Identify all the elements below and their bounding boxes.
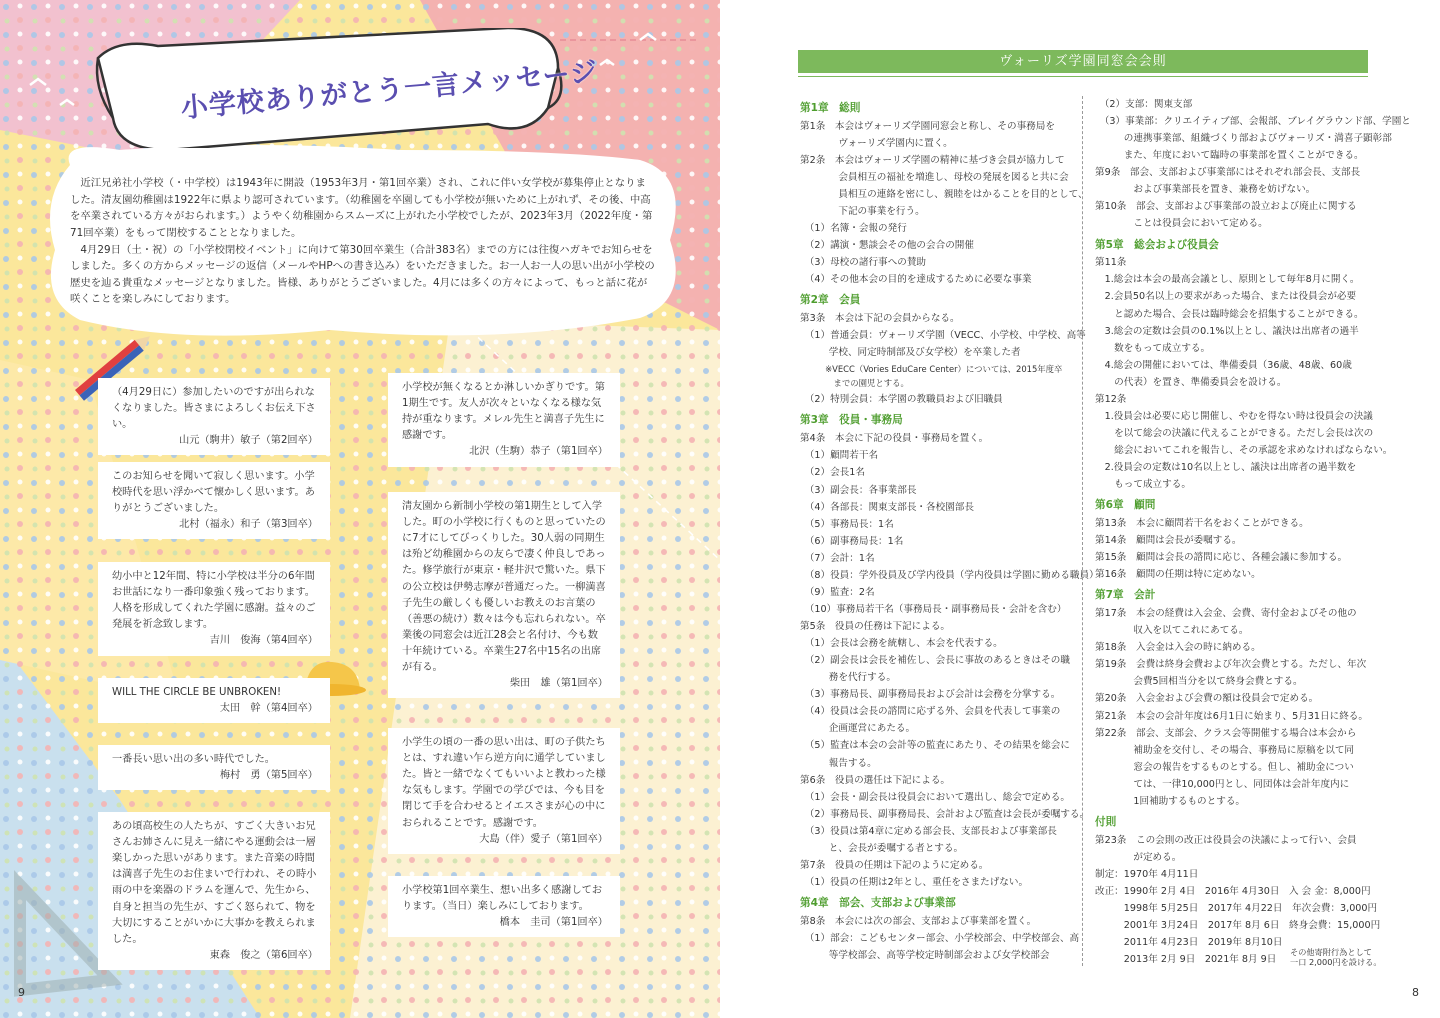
column-divider xyxy=(1082,96,1083,966)
message-text: 小学校第1回卒業生、想い出多く感謝しております。（当日）楽しみにしております。 xyxy=(402,885,603,913)
message-text: （4月29日に）参加したいのですが出られなくなりました。皆さまによろしくお伝え下さい。 xyxy=(112,387,316,431)
rule-line: 4.総会の開催においては、準備委員（36歳、48歳、60歳 xyxy=(1095,359,1352,371)
rule-line: （9）監査：2名 xyxy=(800,586,875,598)
message-author: 北沢（生駒）恭子（第1回卒） xyxy=(469,446,608,458)
rule-line: 補助金を交付し、その場合、事務局に原稿を以て同 xyxy=(1095,744,1355,756)
message-card xyxy=(98,678,330,723)
message-author: 東森 俊之（第6回卒） xyxy=(209,949,318,961)
rule-line: 企画運営にあたる。 xyxy=(800,723,916,735)
rule-line: 第22条 部会、支部会、クラス会等開催する場合は本会から xyxy=(1095,727,1357,739)
rule-line: 務を代行する。 xyxy=(800,672,896,684)
rule-note: ※VECC（Vories EduCare Center）については、2015年度卒 xyxy=(800,363,1063,374)
rule-line: 報告する。 xyxy=(800,757,877,769)
rule-line: また、年度において臨時の事業部を置くことができる。 xyxy=(1095,150,1364,162)
rule-line: 第5条 役員の任務は下記による。 xyxy=(800,621,951,632)
rule-line: 第16条 顧問の任期は特に定めない。 xyxy=(1095,569,1261,581)
intro-paragraph-2: 4月29日（土・祝）の「小学校閉校イベント」に向けて第30回卒業生（合計383名）までの方には往復ハガキでお知らせをしました。多くの方からメッセージの返信（メールやHPへの書き込み）をいただきました。お一人お一人の思い出が小学校の歴史を辿る貴重なメッセージとなりました。皆様、ありがとうございました。4月には多くの方々によって、もっと話に花が咲くことを楽しみにしております。 xyxy=(70,243,655,306)
rule-line: 員相互の連絡を密にし、親睦をはかることを目的として、 xyxy=(800,189,1088,201)
page-title: 小学校ありがとう一言メッセージ xyxy=(179,56,600,125)
rule-line: 総会においてこれを報告し、その承認を求めなければならない。 xyxy=(1095,445,1393,457)
message-text: WILL THE CIRCLE BE UNBROKEN! xyxy=(112,687,282,698)
rule-line: 会費5回相当分を以て終身会費とする。 xyxy=(1095,676,1303,688)
chapter-heading: 第4章 部会、支部および事業部 xyxy=(800,897,956,909)
message-card xyxy=(388,492,620,698)
rule-line: 第4条 本会に下記の役員・事務局を置く。 xyxy=(800,433,989,445)
rule-line: 第1条 本会はヴォーリズ学園同窓会と称し、その事務局を xyxy=(800,120,1055,132)
rule-line: 1回補助するものとする。 xyxy=(1095,795,1246,807)
rule-line: 等学校部会、高等学校定時制部会および女学校部会 xyxy=(800,949,1050,961)
rule-line: （2）講演・懇談会その他の会合の開催 xyxy=(800,240,974,252)
rule-line: 学校、同定時制部及び女学校）を卒業した者 xyxy=(800,347,1021,359)
rule-line: 1998年 5月25日 2017年 4月22日 年次会費：3,000円 xyxy=(1095,903,1378,914)
rule-line: 第3条 本会は下記の会員からなる。 xyxy=(800,313,960,325)
chapter-heading: 第3章 役員・事務局 xyxy=(800,414,903,427)
rule-line: （1）部会：こどもセンター部会、小学校部会、中学校部会、高 xyxy=(800,932,1080,944)
rules-column-2 xyxy=(1095,96,1411,968)
message-card xyxy=(388,728,620,854)
rule-line: 3.総会の定数は会員の0.1%以上とし、議決は出席者の過半 xyxy=(1095,325,1359,337)
message-text: 幼小中と12年間、特に小学校は半分の6年間お世話になり一番印象強く残っております。人格を形成してくれた学園に感謝。益々のご発展を祈念致します。 xyxy=(112,571,316,631)
message-author: 太田 幹（第4回卒） xyxy=(219,703,318,715)
rule-line: 2001年 3月24日 2017年 8月 6日 終身会費：15,000円 xyxy=(1095,920,1381,932)
rule-line: （6）副事務局長：1名 xyxy=(800,535,904,547)
rule-line: （10）事務局若干名（事務局長・副事務局長・会計を含む） xyxy=(800,603,1067,615)
message-card xyxy=(388,373,620,467)
message-author: 大島（伴）愛子（第1回卒） xyxy=(479,833,608,845)
rule-line: （3）事業部：クリエイティブ部、会報部、ブレイグラウンド部、学園と xyxy=(1095,116,1411,128)
rule-line: 第11条 xyxy=(1095,257,1127,269)
rule-line: 2011年 4月23日 2019年 8月10日 xyxy=(1095,937,1283,949)
message-text: このお知らせを聞いて寂しく思います。小学校時代を思い浮かべて懐かしく思います。ありがとうございました。 xyxy=(112,471,315,515)
rules-header: ヴォーリズ学園同窓会会則 xyxy=(798,50,1368,73)
rule-line: （3）事務局長、副事務局長および会計は会務を分掌する。 xyxy=(800,689,1061,701)
rule-line: 窓会の報告をするものとする。但し、補助金につい xyxy=(1095,761,1354,773)
rule-line: 収入を以てこれにあてる。 xyxy=(1095,625,1249,637)
rule-line: もって成立する。 xyxy=(1095,479,1191,491)
message-author: 梅村 勇（第5回卒） xyxy=(219,770,318,782)
rule-line: 2.会員50名以上の要求があった場合、または役員会が必要 xyxy=(1095,291,1357,303)
rule-line: （1）普通会員：ヴォーリズ学園（VECC、小学校、中学校、高等 xyxy=(800,330,1086,342)
page-number: 9 xyxy=(18,986,25,999)
intro-paragraph-1: 近江兄弟社小学校（・中学校）は1943年に開設（1953年3月・第1回卒業）され、これに伴い女学校が募集停止となりました。清友園幼稚園は1922年に県より認可されています。（幼稚園を卒園しても小学校が無いために上がれず、その後、中高を卒業されている方々がおられます。）ようやく幼稚園からスムーズに上がれた小学校でしたが、2023年3月（2022年度・第71回卒業）をもって閉校することとなりました。 xyxy=(70,177,653,239)
chapter-heading: 第2章 会員 xyxy=(800,294,861,307)
rule-line: 第18条 入会金は入会の時に納める。 xyxy=(1095,642,1261,654)
rule-line: （2）事務局長、副事務局長、会計および監査は会長が委嘱する。 xyxy=(800,808,1090,820)
rule-line: 第20条 入会金および会費の額は役員会で定める。 xyxy=(1095,693,1319,705)
fee-note xyxy=(1290,947,1382,968)
rule-line: 第23条 この会則の改正は役員会の決議によって行い、会員 xyxy=(1095,834,1357,846)
rule-line: （3）役員は第4章に定める部会長、支部長および事業部長 xyxy=(800,825,1057,837)
rule-line: を以て総会の決議に代えることができる。ただし会長は次の xyxy=(1095,427,1374,439)
fee-note-line: その他寄附行為として xyxy=(1290,947,1372,957)
message-card xyxy=(388,876,620,937)
chapter-heading: 第1章 総則 xyxy=(800,102,861,114)
rule-line: （4）各部長：関東支部長・各校園部長 xyxy=(800,501,974,513)
rule-line: （2）支部：関東支部 xyxy=(1095,99,1193,110)
rule-line: （3）副会長：各事業部長 xyxy=(800,484,917,496)
rule-line: （2）副会長は会長を補佐し、会長に事故のあるときはその職 xyxy=(800,655,1070,667)
message-author: 吉川 俊海（第4回卒） xyxy=(209,635,318,647)
rule-line: と、会長が委嘱する者とする。 xyxy=(800,842,964,854)
rule-line: 第21条 本会の会計年度は6月1日に始まり、5月31日に終る。 xyxy=(1095,710,1368,722)
rules-column-1 xyxy=(800,96,1099,964)
rule-line: （2）会長1名 xyxy=(800,467,865,479)
rule-line: （1）会長・副会長は役員会において選出し、総会で定める。 xyxy=(800,791,1070,803)
message-text: 小学生の頃の一番の思い出は、町の子供たちとは、すれ違い乍ら逆方向に通学していました。皆と一緒でなくてもいいよと教わった様な気もします。学園での学びでは、今も目を閉じて手を合わせるとイエスさまが心の中におられることです。感謝です。 xyxy=(402,737,606,829)
rule-line: （5）事務局長：1名 xyxy=(800,518,894,530)
chapter-heading: 第6章 顧問 xyxy=(1095,499,1156,512)
rule-line: ては、一律10,000円とし、同団体は会計年度内に xyxy=(1095,778,1350,790)
message-text: 一番長い思い出の多い時代でした。 xyxy=(112,754,275,765)
message-author: 柴田 雄（第1回卒） xyxy=(509,678,608,690)
message-card xyxy=(98,562,330,656)
chapter-heading: 付則 xyxy=(1095,815,1117,828)
rule-line: が定める。 xyxy=(1095,851,1182,863)
rule-line: と認めた場合、会長は臨時総会を招集することができる。 xyxy=(1095,308,1364,320)
rule-line: （1）役員の任期は2年とし、重任をさまたげない。 xyxy=(800,876,1029,888)
rule-line: 第2条 本会はヴォーリズ学園の精神に基づき会員が協力して xyxy=(800,154,1065,166)
intro-text xyxy=(70,175,655,308)
rule-line: 第7条 役員の任期は下記のように定める。 xyxy=(800,859,989,871)
message-card xyxy=(98,812,330,970)
rule-line: （1）名簿・会報の発行 xyxy=(800,223,907,235)
rule-line: （5）監査は本会の会計等の監査にあたり、その結果を総会に xyxy=(800,740,1070,752)
rule-note: までの園児とする。 xyxy=(800,378,909,389)
message-card xyxy=(98,378,330,455)
rule-line: （2）特別会員：本学園の教職員および旧職員 xyxy=(800,394,1003,406)
rule-line: 第12条 xyxy=(1095,393,1127,405)
rule-line: および事業部長を置き、兼務を妨げない。 xyxy=(1095,184,1316,196)
rule-line: 第10条 部会、支部および事業部の設立および廃止に関する xyxy=(1095,201,1357,213)
rule-line: ことは役員会において定める。 xyxy=(1095,218,1268,230)
rule-line: 第19条 会費は終身会費および年次会費とする。ただし、年次 xyxy=(1095,659,1367,671)
message-text: 小学校が無くなるとか淋しいかぎりです。第1期生です。友人が次々といなくなる様な気持が重なります。メレル先生と満喜子先生に感謝です。 xyxy=(402,382,605,442)
rule-line: （3）母校の諸行事への賛助 xyxy=(800,257,927,269)
right-page xyxy=(720,0,1440,1018)
rule-line: 第8条 本会には次の部会、支部および事業部を置く。 xyxy=(800,915,1037,927)
rule-line: 第6条 役員の選任は下記による。 xyxy=(800,774,951,786)
chapter-heading: 第5章 総会および役員会 xyxy=(1095,238,1219,251)
rule-line: 第14条 顧問は会長が委嘱する。 xyxy=(1095,535,1242,547)
rule-line: 数をもって成立する。 xyxy=(1095,342,1211,354)
rule-line: の連携事業部、組織づくり部およびヴォーリズ・満喜子顕彰部 xyxy=(1095,133,1392,145)
rule-line: 2.役員会の定数は10名以上とし、議決は出席者の過半数を xyxy=(1095,462,1357,474)
fee-note-line: 一口 2,000円を設ける。 xyxy=(1290,957,1382,968)
rule-line: ヴォーリズ学園内に置く。 xyxy=(800,137,953,149)
message-author: 北村（福永）和子（第3回卒） xyxy=(179,519,318,531)
rule-line: 第9条 部会、支部および事業部にはそれぞれ部会長、支部長 xyxy=(1095,167,1361,179)
rule-line: 1.役員会は必要に応じ開催し、やむを得ない時は役員会の決議 xyxy=(1095,410,1373,422)
rule-line: 第17条 本会の経費は入会金、会費、寄付金およびその他の xyxy=(1095,608,1357,620)
message-card xyxy=(98,745,330,790)
message-author: 橋本 圭司（第1回卒） xyxy=(499,917,608,929)
chapter-heading: 第7章 会計 xyxy=(1095,589,1156,602)
rule-line: 制定：1970年 4月11日 xyxy=(1095,868,1199,880)
rule-line: （4）役員は会長の諮問に応ずる外、会員を代表して事業の xyxy=(800,706,1061,718)
rule-line: 第13条 本会に顧問若干名をおくことができる。 xyxy=(1095,518,1309,530)
rule-line: の代表）を置き、準備委員会を設ける。 xyxy=(1095,376,1287,388)
rule-line: 会員相互の福祉を増進し、母校の発展を図ると共に会 xyxy=(800,172,1069,184)
message-card xyxy=(98,462,330,539)
rule-line: （4）その他本会の目的を達成するために必要な事業 xyxy=(800,274,1032,286)
message-text: 清友園から新制小学校の第1期生として入学した。町の小学校に行くものと思っていたのに7才にしてびっくりした。30人弱の同期生は殆ど幼稚園からの友らで凄く仲良しであった。修学旅行が東京・軽井沢で驚いた。県下の公立校は伊勢志摩が普通だった。一柳満喜子先生の厳しくも優しいお教えのお言葉の（善悪の続け）数々は今も忘れられない。卒業後の同窓会は近江28会と名付け、今も数十年続けている。卒業生27名中15名の出席が有る。 xyxy=(402,501,606,674)
rule-line: （8）役員：学外役員及び学内役員（学内役員は学園に勤める職員） xyxy=(800,569,1099,581)
rule-line: 2013年 2月 9日 2021年 8月 9日 xyxy=(1095,954,1277,966)
message-text: あの頃高校生の人たちが、すごく大きいお兄さんお姉さんに見え一緒にやる運動会は一層楽しかった思いがあります。また音楽の時間は満喜子先生のお住まいで行われ、その時小雨の中を楽器のドラムを運んで、先生から、自身と担当の先生が、すごく怒られて、物を大切にすることがいかに大事かを教えられました。 xyxy=(112,821,317,945)
rule-line: 改正：1990年 2月 4日 2016年 4月30日 入 会 金：8,000円 xyxy=(1095,885,1371,897)
rule-line: （1）会長は会務を統轄し、本会を代表する。 xyxy=(800,638,1003,650)
rule-line: 1.総会は本会の最高会議とし、原則として毎年8月に開く。 xyxy=(1095,274,1360,286)
header-divider xyxy=(798,76,1368,77)
message-author: 山元（駒井）敏子（第2回卒） xyxy=(179,435,318,447)
rule-line: （7）会計：1名 xyxy=(800,552,875,564)
rule-line: 下記の事業を行う。 xyxy=(800,206,925,218)
page-number: 8 xyxy=(1412,986,1419,999)
rule-line: （1）顧問若干名 xyxy=(800,450,879,462)
rule-line: 第15条 顧問は会長の諮問に応じ、各種会議に参加する。 xyxy=(1095,552,1348,564)
